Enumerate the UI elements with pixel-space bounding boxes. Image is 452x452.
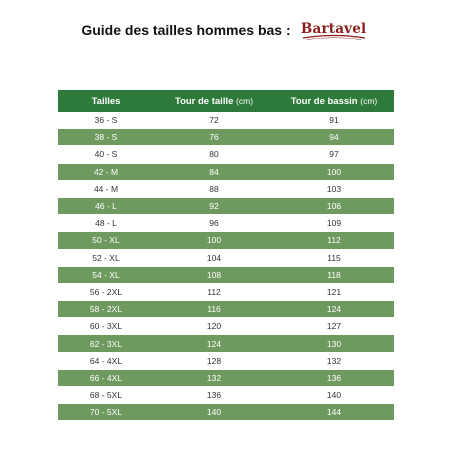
cell-hip: 121 [274,283,394,300]
cell-waist: 140 [154,404,274,421]
column-header-size: Tailles [58,90,154,112]
cell-waist: 108 [154,266,274,283]
cell-size: 56 - 2XL [58,283,154,300]
cell-hip: 109 [274,215,394,232]
cell-waist: 100 [154,232,274,249]
cell-hip: 100 [274,163,394,180]
cell-size: 60 - 3XL [58,318,154,335]
cell-size: 66 - 4XL [58,369,154,386]
table-row [58,301,394,318]
cell-hip: 103 [274,180,394,197]
cell-size: 58 - 2XL [58,301,154,318]
table-row [58,180,394,197]
cell-size: 62 - 3XL [58,335,154,352]
cell-waist: 72 [154,112,274,129]
cell-waist: 76 [154,129,274,146]
cell-size: 42 - M [58,163,154,180]
table-row [58,146,394,163]
table-header-row [58,90,394,112]
cell-waist: 136 [154,387,274,404]
cell-waist: 80 [154,146,274,163]
table-row [58,318,394,335]
cell-hip: 112 [274,232,394,249]
table-row [58,404,394,421]
cell-waist: 116 [154,301,274,318]
cell-size: 48 - L [58,215,154,232]
cell-size: 40 - S [58,146,154,163]
table-row [58,232,394,249]
cell-size: 64 - 4XL [58,352,154,369]
size-table [58,90,394,421]
table-row [58,197,394,214]
cell-size: 54 - XL [58,266,154,283]
table-row [58,266,394,283]
table-row [58,369,394,386]
table-row [58,335,394,352]
table-row [58,387,394,404]
cell-hip: 106 [274,197,394,214]
table-row [58,249,394,266]
table-row [58,129,394,146]
cell-waist: 104 [154,249,274,266]
cell-waist: 88 [154,180,274,197]
cell-waist: 84 [154,163,274,180]
table-row [58,352,394,369]
column-header-hip: Tour de bassin (cm) [274,90,394,112]
cell-hip: 144 [274,404,394,421]
table-row [58,112,394,129]
cell-size: 38 - S [58,129,154,146]
table-row [58,283,394,300]
table-row [58,163,394,180]
cell-size: 36 - S [58,112,154,129]
cell-waist: 112 [154,283,274,300]
cell-size: 70 - 5XL [58,404,154,421]
cell-size: 46 - L [58,197,154,214]
cell-hip: 136 [274,369,394,386]
cell-waist: 92 [154,197,274,214]
cell-hip: 127 [274,318,394,335]
cell-hip: 91 [274,112,394,129]
cell-hip: 130 [274,335,394,352]
column-header-waist: Tour de taille (cm) [154,90,274,112]
page-header [0,18,452,42]
cell-hip: 118 [274,266,394,283]
cell-hip: 124 [274,301,394,318]
cell-size: 44 - M [58,180,154,197]
cell-hip: 140 [274,387,394,404]
cell-waist: 124 [154,335,274,352]
cell-size: 50 - XL [58,232,154,249]
page-title: Guide des tailles hommes bas : [81,22,291,38]
cell-size: 68 - 5XL [58,387,154,404]
cell-hip: 132 [274,352,394,369]
brand-logo [297,19,371,41]
cell-waist: 128 [154,352,274,369]
cell-hip: 94 [274,129,394,146]
cell-hip: 97 [274,146,394,163]
cell-waist: 96 [154,215,274,232]
brand-name: Bartavel [300,21,367,37]
cell-size: 52 - XL [58,249,154,266]
cell-waist: 132 [154,369,274,386]
cell-hip: 115 [274,249,394,266]
cell-waist: 120 [154,318,274,335]
table-row [58,215,394,232]
